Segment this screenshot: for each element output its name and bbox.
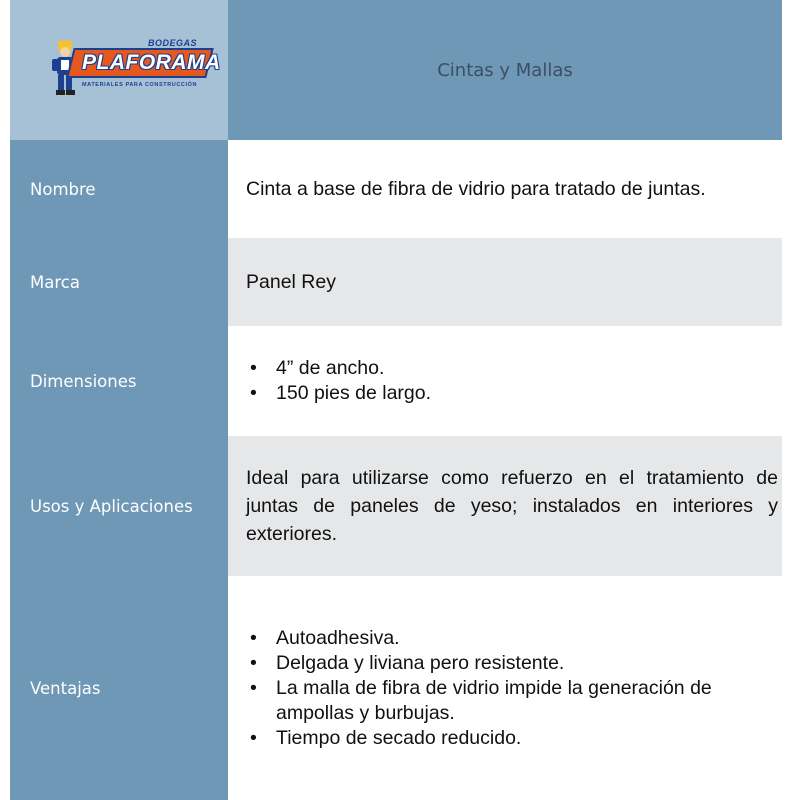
plaforama-logo xyxy=(48,38,221,100)
list-item: • La malla de fibra de vidrio impide la generación de ampollas y burbujas. xyxy=(246,676,778,726)
list-item: • Tiempo de secado reducido. xyxy=(246,726,778,751)
row-value xyxy=(228,576,782,800)
usos-text: Ideal para utilizarse como refuerzo en el tratamiento de juntas de paneles de yeso; instalados en interiores y exteriores. xyxy=(246,467,778,545)
row-usos xyxy=(10,436,782,576)
header-row xyxy=(10,0,782,140)
list-item: • 4” de ancho. xyxy=(246,356,778,381)
marca-text: Panel Rey xyxy=(246,270,336,293)
row-label: Dimensiones xyxy=(10,326,228,436)
logo-cell xyxy=(10,0,228,140)
logo-brand: PLAFORAMA xyxy=(82,51,221,74)
list-item: • Autoadhesiva. xyxy=(246,626,778,651)
row-value xyxy=(228,436,782,576)
row-marca xyxy=(10,238,782,326)
row-ventajas xyxy=(10,576,782,800)
row-label: Usos y Aplicaciones xyxy=(10,436,228,576)
list-item: • Delgada y liviana pero resistente. xyxy=(246,651,778,676)
row-label: Nombre xyxy=(10,140,228,238)
list-item: • 150 pies de largo. xyxy=(246,381,778,406)
row-value xyxy=(228,140,782,238)
dimensiones-list xyxy=(246,356,778,406)
row-nombre xyxy=(10,140,782,238)
row-label: Ventajas xyxy=(10,576,228,800)
logo-tagline: MATERIALES PARA CONSTRUCCIÓN xyxy=(82,82,198,88)
nombre-text: Cinta a base de fibra de vidrio para tratado de juntas. xyxy=(246,177,706,200)
row-dimensiones xyxy=(10,326,782,436)
logo-top-text: BODEGAS xyxy=(148,38,198,48)
row-label: Marca xyxy=(10,238,228,326)
page-title: Cintas y Mallas xyxy=(228,0,782,140)
row-value xyxy=(228,238,782,326)
row-value xyxy=(228,326,782,436)
product-sheet xyxy=(10,0,782,800)
ventajas-list xyxy=(246,626,778,751)
